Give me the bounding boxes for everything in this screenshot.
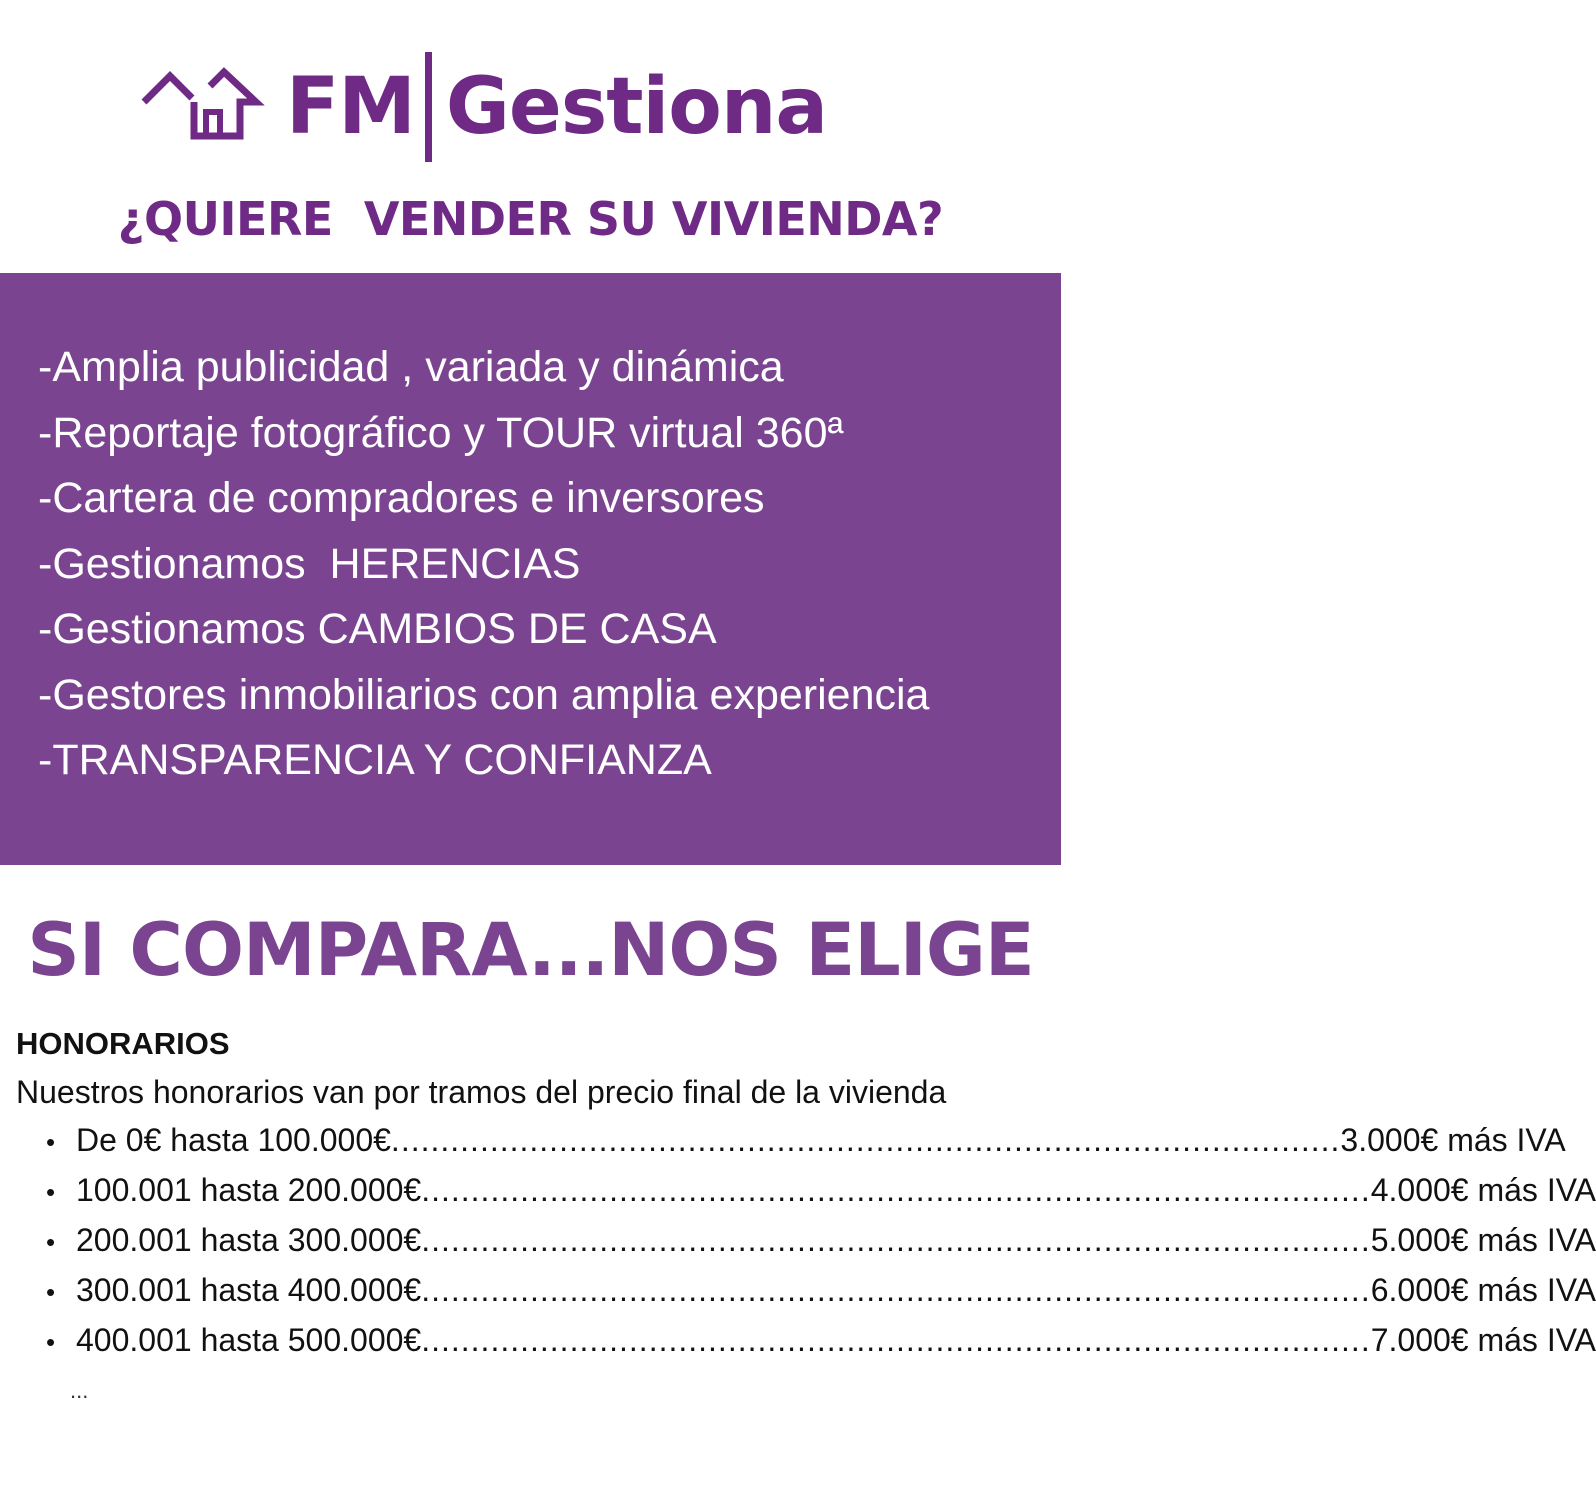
fees-list xyxy=(46,1122,1596,1372)
fee-price: 6.000€ más IVA xyxy=(1370,1272,1596,1308)
fees-title: HONORARIOS xyxy=(16,1026,230,1061)
fee-range: 200.001 hasta 300.000€ xyxy=(76,1222,422,1258)
fee-range: 300.001 hasta 400.000€ xyxy=(76,1272,422,1308)
fee-range: De 0€ hasta 100.000€ xyxy=(76,1122,391,1158)
feature-item: -Gestionamos HERENCIAS xyxy=(38,539,581,588)
dot-leader: ................................................................................................ xyxy=(421,1172,1371,1208)
fee-price: 5.000€ más IVA xyxy=(1370,1222,1596,1258)
feature-item: -TRANSPARENCIA Y CONFIANZA xyxy=(38,736,712,784)
dot-leader: ................................................................................................ xyxy=(421,1322,1371,1358)
bullet-icon: • xyxy=(46,1177,56,1207)
fees-intro: Nuestros honorarios van por tramos del precio final de la vivienda xyxy=(16,1074,947,1110)
features-panel xyxy=(0,273,1061,865)
bullet-icon: • xyxy=(46,1277,56,1307)
brand-divider xyxy=(425,52,432,162)
fee-price: 7.000€ más IVA xyxy=(1370,1322,1596,1358)
dot-leader: ................................................................................................ xyxy=(421,1222,1371,1258)
brand-logo xyxy=(140,44,940,160)
slogan: SI COMPARA...NOS ELIGE xyxy=(27,908,1034,993)
house-outline-icon xyxy=(140,66,260,144)
fee-range: 400.001 hasta 500.000€ xyxy=(76,1322,422,1358)
feature-item: -Reportaje fotográfico y TOUR virtual 360ª xyxy=(38,408,844,457)
feature-item: -Amplia publicidad , variada y dinámica xyxy=(38,343,784,391)
bullet-icon: • xyxy=(46,1127,56,1157)
feature-item: -Gestionamos CAMBIOS DE CASA xyxy=(38,605,717,653)
brand-name-left: FM xyxy=(286,62,415,152)
fee-range: 100.001 hasta 200.000€ xyxy=(76,1172,422,1208)
dot-leader: ................................................................................................ xyxy=(421,1272,1371,1308)
fee-price: 4.000€ más IVA xyxy=(1370,1172,1596,1208)
fees-more: ... xyxy=(70,1378,89,1403)
feature-item: -Gestores inmobiliarios con amplia experiencia xyxy=(38,670,930,719)
fee-tier xyxy=(46,1272,1596,1322)
features-list xyxy=(38,335,929,794)
headline: ¿QUIERE VENDER SU VIVIENDA? xyxy=(117,192,944,246)
brand-wordmark xyxy=(286,62,827,152)
fee-tier xyxy=(46,1222,1596,1272)
feature-item: -Cartera de compradores e inversores xyxy=(38,474,765,522)
fee-tier xyxy=(46,1172,1596,1222)
brand-name-right: Gestiona xyxy=(445,62,828,152)
fee-tier xyxy=(46,1322,1596,1372)
bullet-icon: • xyxy=(46,1227,56,1257)
bullet-icon: • xyxy=(46,1327,56,1357)
fee-tier xyxy=(46,1122,1566,1172)
fee-price: 3.000€ más IVA xyxy=(1340,1122,1566,1158)
dot-leader: ................................................................................................ xyxy=(390,1122,1341,1158)
